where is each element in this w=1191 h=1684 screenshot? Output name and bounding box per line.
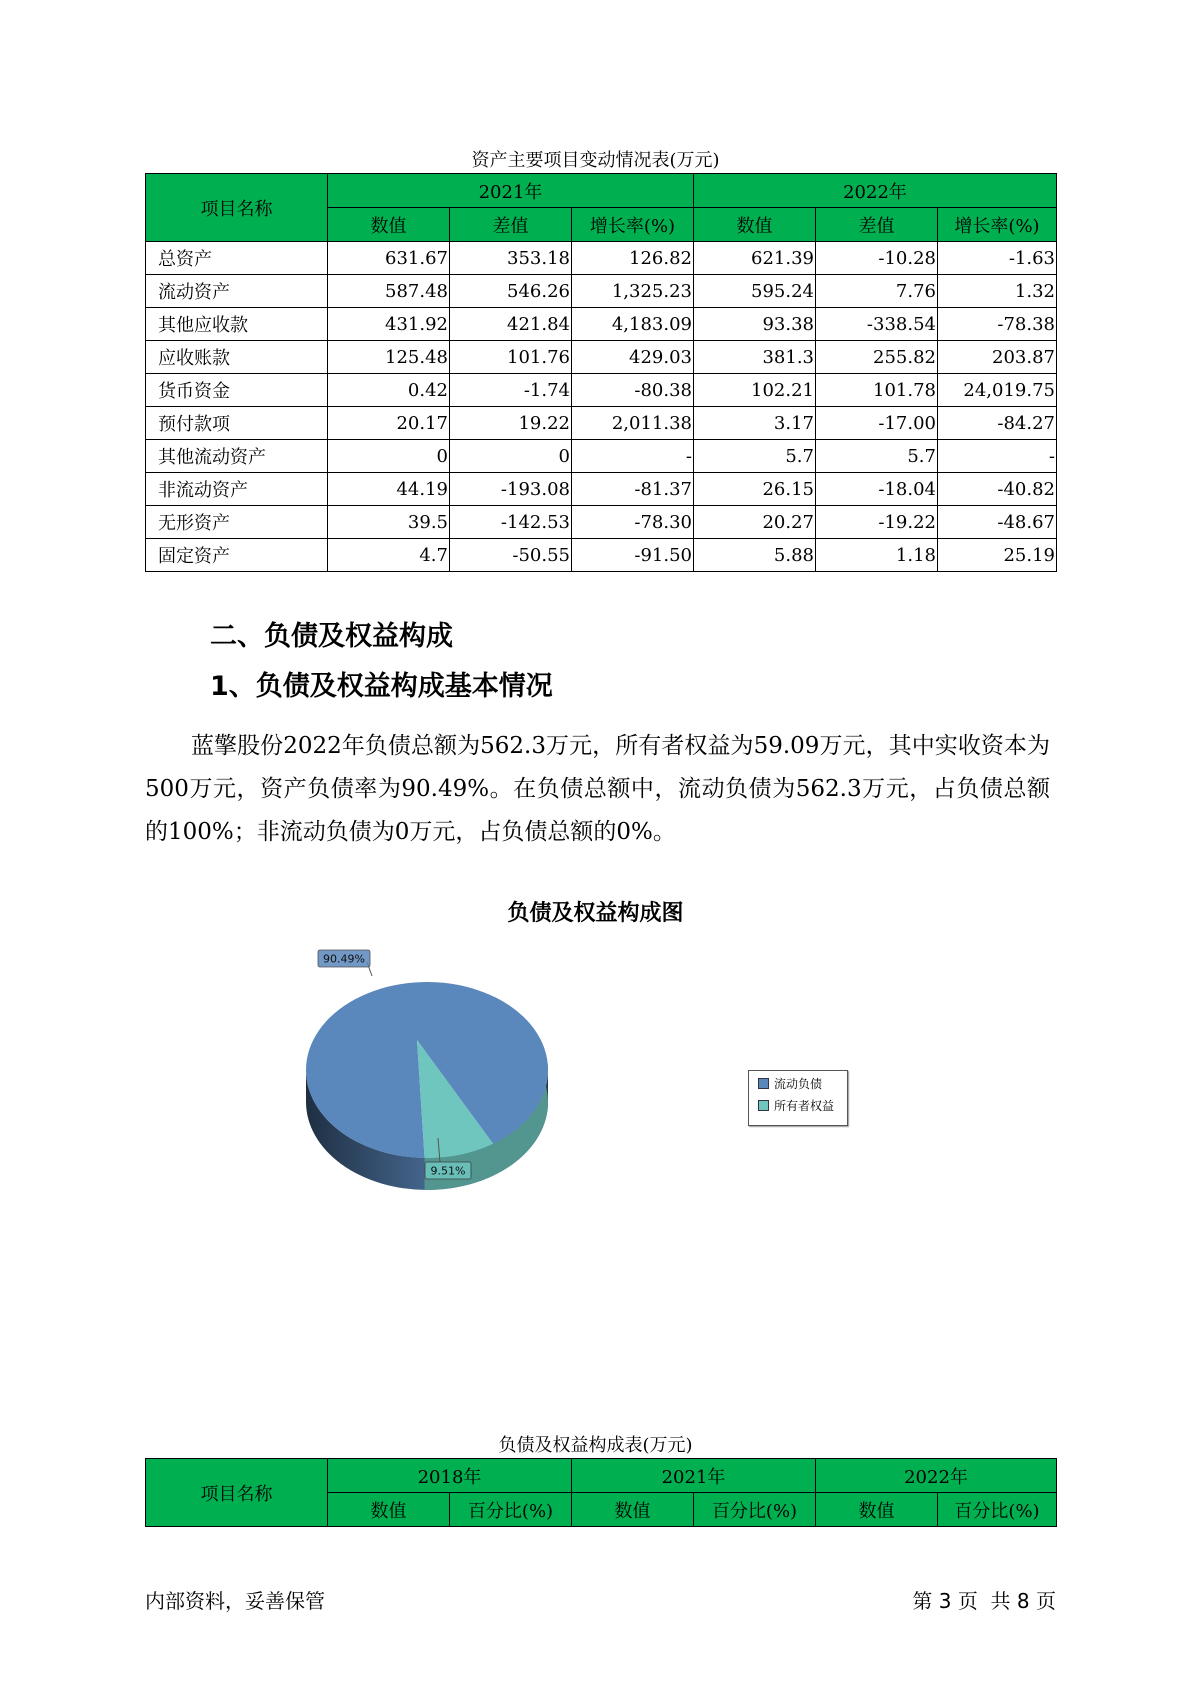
liability-header-year-2018: 2018年 xyxy=(328,1459,572,1493)
table-cell: 126.82 xyxy=(572,242,694,275)
table-cell: 5.7 xyxy=(816,440,938,473)
row-label: 总资产 xyxy=(146,242,328,275)
table-cell: -17.00 xyxy=(816,407,938,440)
table-cell: 5.7 xyxy=(694,440,816,473)
table-cell: -10.28 xyxy=(816,242,938,275)
table-cell: -48.67 xyxy=(938,506,1057,539)
liability-subheader: 百分比(%) xyxy=(694,1493,816,1527)
table-cell: -80.38 xyxy=(572,374,694,407)
table-cell: -193.08 xyxy=(450,473,572,506)
table-cell: 20.17 xyxy=(328,407,450,440)
legend-swatch xyxy=(758,1078,769,1089)
table-row xyxy=(146,539,1057,572)
table-cell: -1.74 xyxy=(450,374,572,407)
asset-table xyxy=(145,173,1057,572)
table-row xyxy=(146,407,1057,440)
row-label: 无形资产 xyxy=(146,506,328,539)
table-cell: 4.7 xyxy=(328,539,450,572)
table-cell: 546.26 xyxy=(450,275,572,308)
table-cell: 7.76 xyxy=(816,275,938,308)
legend-label: 流动负债 xyxy=(774,1077,823,1091)
row-label: 非流动资产 xyxy=(146,473,328,506)
liability-header-year-2022: 2022年 xyxy=(816,1459,1057,1493)
page-number: 第 3 页 共 8 页 xyxy=(912,1589,1056,1613)
table-cell: 255.82 xyxy=(816,341,938,374)
legend-item xyxy=(758,1074,847,1093)
table-cell: 587.48 xyxy=(328,275,450,308)
table-row xyxy=(146,308,1057,341)
table-row xyxy=(146,374,1057,407)
row-label: 预付款项 xyxy=(146,407,328,440)
liability-subheader: 数值 xyxy=(572,1493,694,1527)
table-cell: 0 xyxy=(328,440,450,473)
data-label: 90.49% xyxy=(323,952,365,966)
table-cell: -84.27 xyxy=(938,407,1057,440)
legend-label: 所有者权益 xyxy=(774,1099,835,1113)
footer-note: 内部资料，妥善保管 xyxy=(145,1589,325,1613)
table-cell: -81.37 xyxy=(572,473,694,506)
table-cell: -338.54 xyxy=(816,308,938,341)
table-cell: 431.92 xyxy=(328,308,450,341)
table-cell: 5.88 xyxy=(694,539,816,572)
section-paragraph: 蓝擎股份2022年负债总额为562.3万元，所有者权益为59.09万元，其中实收资本为500万元，资产负债率为90.49%。在负债总额中，流动负债为562.3万元，占负债总额的100%；非流动负债为0万元，占负债总额的0%。 xyxy=(145,733,1050,845)
liability-subheader: 数值 xyxy=(816,1493,938,1527)
table-cell: -1.63 xyxy=(938,242,1057,275)
asset-subheader: 增长率(%) xyxy=(572,208,694,242)
table-cell: 19.22 xyxy=(450,407,572,440)
table-cell: - xyxy=(938,440,1057,473)
table-cell: -18.04 xyxy=(816,473,938,506)
table-cell: 381.3 xyxy=(694,341,816,374)
asset-subheader: 增长率(%) xyxy=(938,208,1057,242)
table-cell: 102.21 xyxy=(694,374,816,407)
legend-swatch xyxy=(758,1100,769,1111)
table-cell: -142.53 xyxy=(450,506,572,539)
table-cell: -78.38 xyxy=(938,308,1057,341)
row-label: 其他流动资产 xyxy=(146,440,328,473)
asset-subheader: 差值 xyxy=(450,208,572,242)
table-cell: 595.24 xyxy=(694,275,816,308)
section-heading: 二、负债及权益构成 xyxy=(210,621,453,652)
table-cell: 101.76 xyxy=(450,341,572,374)
asset-subheader: 差值 xyxy=(816,208,938,242)
table-cell: -91.50 xyxy=(572,539,694,572)
chart-title: 负债及权益构成图 xyxy=(507,901,684,926)
row-label: 应收账款 xyxy=(146,341,328,374)
table-cell: 25.19 xyxy=(938,539,1057,572)
asset-header-name: 项目名称 xyxy=(146,174,328,242)
table-cell: 24,019.75 xyxy=(938,374,1057,407)
table-cell: 0.42 xyxy=(328,374,450,407)
table-cell: 26.15 xyxy=(694,473,816,506)
liability-subheader: 数值 xyxy=(328,1493,450,1527)
table-row xyxy=(146,473,1057,506)
table-cell: -78.30 xyxy=(572,506,694,539)
liability-table xyxy=(145,1458,1057,1527)
table-cell: 125.48 xyxy=(328,341,450,374)
table-cell: 44.19 xyxy=(328,473,450,506)
asset-subheader: 数值 xyxy=(328,208,450,242)
asset-table-caption: 资产主要项目变动情况表(万元) xyxy=(471,150,720,171)
liability-subheader: 百分比(%) xyxy=(938,1493,1057,1527)
table-cell: 1.32 xyxy=(938,275,1057,308)
chart-legend xyxy=(748,1070,848,1126)
asset-header-year-2021: 2021年 xyxy=(328,174,694,208)
table-cell: 39.5 xyxy=(328,506,450,539)
table-cell: 353.18 xyxy=(450,242,572,275)
data-label: 9.51% xyxy=(430,1164,466,1178)
asset-header-year-2022: 2022年 xyxy=(694,174,1057,208)
section-subheading: 1、负债及权益构成基本情况 xyxy=(210,671,553,702)
table-cell: 203.87 xyxy=(938,341,1057,374)
row-label: 流动资产 xyxy=(146,275,328,308)
table-row xyxy=(146,275,1057,308)
table-cell: -40.82 xyxy=(938,473,1057,506)
table-cell: -50.55 xyxy=(450,539,572,572)
legend-item xyxy=(758,1096,847,1115)
row-label: 货币资金 xyxy=(146,374,328,407)
table-cell: 1,325.23 xyxy=(572,275,694,308)
table-cell: 631.67 xyxy=(328,242,450,275)
table-cell: 3.17 xyxy=(694,407,816,440)
table-cell: 0 xyxy=(450,440,572,473)
asset-table-body xyxy=(146,242,1057,572)
table-cell: - xyxy=(572,440,694,473)
liability-header-year-2021: 2021年 xyxy=(572,1459,816,1493)
table-cell: 621.39 xyxy=(694,242,816,275)
table-row xyxy=(146,440,1057,473)
liability-header-name: 项目名称 xyxy=(146,1459,328,1527)
table-row xyxy=(146,341,1057,374)
row-label: 其他应收款 xyxy=(146,308,328,341)
pie-chart xyxy=(280,940,580,1200)
table-cell: 429.03 xyxy=(572,341,694,374)
table-cell: -19.22 xyxy=(816,506,938,539)
table-cell: 421.84 xyxy=(450,308,572,341)
asset-subheader: 数值 xyxy=(694,208,816,242)
table-cell: 4,183.09 xyxy=(572,308,694,341)
row-label: 固定资产 xyxy=(146,539,328,572)
table-cell: 1.18 xyxy=(816,539,938,572)
table-cell: 20.27 xyxy=(694,506,816,539)
liability-table-caption: 负债及权益构成表(万元) xyxy=(498,1435,693,1456)
table-cell: 93.38 xyxy=(694,308,816,341)
liability-subheader: 百分比(%) xyxy=(450,1493,572,1527)
table-cell: 101.78 xyxy=(816,374,938,407)
table-cell: 2,011.38 xyxy=(572,407,694,440)
table-row xyxy=(146,506,1057,539)
table-row xyxy=(146,242,1057,275)
